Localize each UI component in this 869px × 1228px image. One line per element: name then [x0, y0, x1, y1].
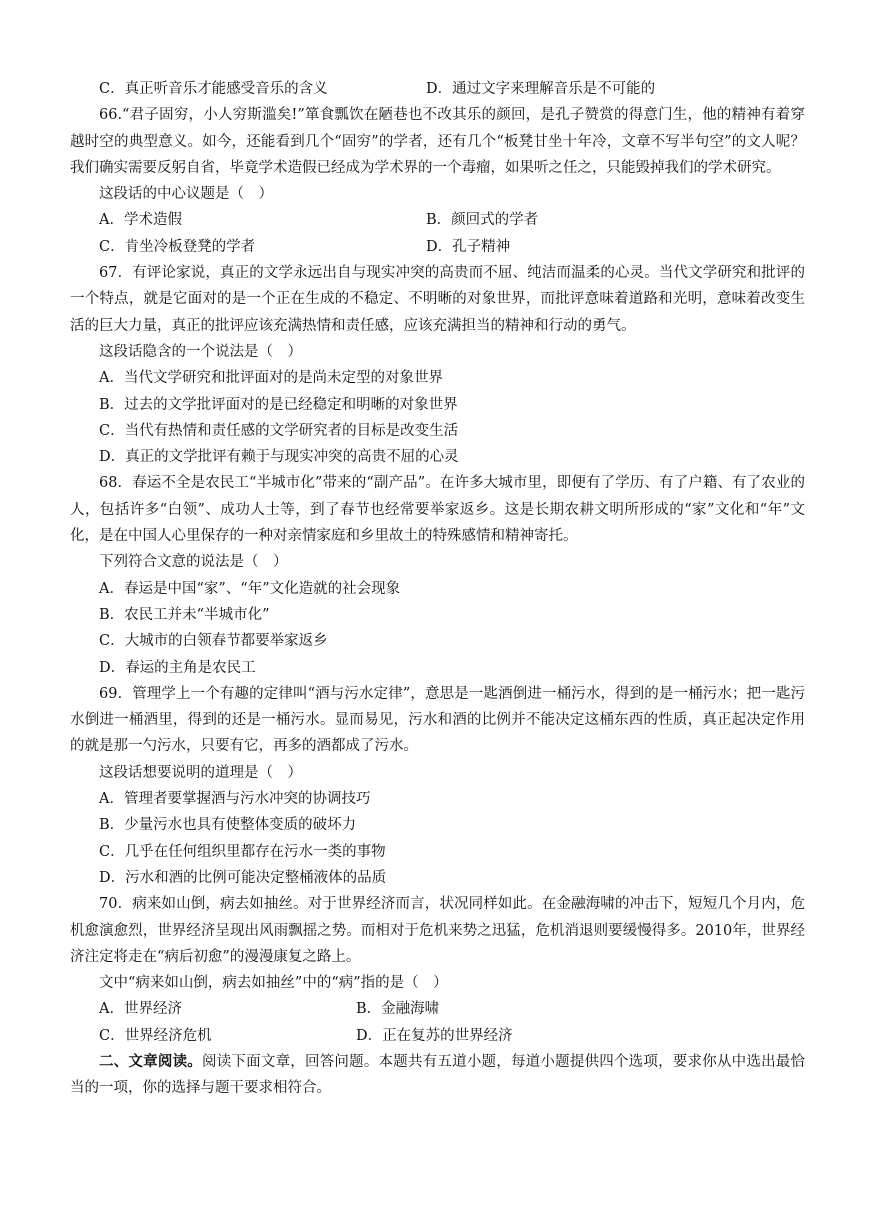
q68-option-d: D．春运的主角是农民工: [99, 659, 256, 676]
q66-option-c: C．肯坐冷板登凳的学者: [99, 238, 256, 255]
q67-option-a: A．当代文学研究和批评面对的是尚未定型的对象世界: [99, 370, 443, 387]
q68-option-c: C．大城市的白领春节都要举家返乡: [99, 633, 328, 650]
option-d: D．通过文字来理解音乐是不可能的: [426, 81, 656, 97]
option-c: C．真正听音乐才能感受音乐的含义: [99, 81, 328, 97]
q66-options-row-1: [70, 207, 805, 233]
q69-passage: 69．管理学上一个有趣的定律叫“酒与污水定律”，意思是一匙酒倒进一桶污水，得到的是一桶污水；把一匙污水倒进一桶酒里，得到的还是一桶污水。显而易见，污水和酒的比例并不能决定这桶东西的性质，真正起决定作用的就是那一勺污水，只要有它，再多的酒都成了污水。: [70, 685, 805, 755]
section2-heading: 二、文章阅读。: [99, 1052, 202, 1070]
q67-option-b: B．过去的文学批评面对的是已经稳定和明晰的对象世界: [99, 396, 458, 413]
q68-option-a: A．春运是中国“家”、“年”文化造就的社会现象: [99, 580, 401, 597]
q66-options-row-2: [70, 234, 805, 260]
q67-option-c: C．当代有热情和责任感的文学研究者的目标是改变生活: [99, 422, 459, 439]
q68-option-b: B．农民工并未“半城市化”: [99, 606, 270, 623]
q70-option-d: D．正在复苏的世界经济: [356, 1027, 513, 1044]
options-row-prev: [70, 76, 805, 102]
section2-intro: [70, 1049, 805, 1102]
q69-question: 这段话想要说明的道理是（ ）: [99, 764, 302, 781]
q70-passage: 70．病来如山倒，病去如抽丝。对于世界经济而言，状况同样如此。在金融海啸的冲击下，短短几个月内，危机愈演愈烈，世界经济呈现出风雨飘摇之势。而相对于危机来势之迅猛，危机消退则要缓慢得多。2010年，世界经济注定将走在“病后初愈”的漫漫康复之路上。: [70, 896, 805, 965]
q66-option-a: A．学术造假: [99, 212, 182, 229]
q70-options-row-2: [70, 1023, 805, 1049]
q70-options-row-1: [70, 996, 805, 1022]
q68-question: 下列符合文意的说法是（ ）: [99, 554, 288, 571]
q68-passage: 68．春运不全是农民工“半城市化”带来的“副产品”。在许多大城市里，即便有了学历、有了户籍、有了农业的人，包括许多“白领”、成功人士等，到了春节也经常要举家返乡。这是长期农耕文明所形成的“家”文化和“年”文化，是在中国人心里保存的一种对亲情家庭和乡里故土的特殊感情和精神寄托。: [70, 475, 805, 545]
q69-option-b: B．少量污水也具有使整体变质的破坏力: [99, 817, 357, 834]
q70-option-a: A．世界经济: [99, 1001, 182, 1018]
q66-option-d: D．孔子精神: [426, 238, 511, 255]
q67-question: 这段话隐含的一个说法是（ ）: [99, 343, 302, 360]
q67-option-d: D．真正的文学批评有赖于与现实冲突的高贵不屈的心灵: [99, 449, 459, 466]
document-page: [70, 76, 805, 1102]
q70-option-c: C．世界经济危机: [99, 1027, 212, 1044]
section2-text: 阅读下面文章，回答问题。本题共有五道小题，每道小题提供四个选项，要求你从中选出最恰当的一项，你的选择与题干要求相符合。: [70, 1053, 806, 1097]
q66-option-b: B．颜回式的学者: [426, 212, 539, 229]
q67-passage: 67．有评论家说，真正的文学永远出自与现实冲突的高贵而不屈、纯洁而温柔的心灵。当代文学研究和批评的一个特点，就是它面对的是一个正在生成的不稳定、不明晰的对象世界，而批评意味着道路和光明，意味着改变生活的巨大力量，真正的批评应该充满热情和责任感，应该充满担当的精神和行动的勇气。: [70, 265, 805, 334]
q70-option-b: B．金融海啸: [356, 1001, 440, 1018]
q69-option-a: A．管理者要掌握酒与污水冲突的协调技巧: [99, 791, 371, 808]
q70-question: 文中“病来如山倒，病去如抽丝”中的“病”指的是（ ）: [99, 975, 448, 992]
q69-option-d: D．污水和酒的比例可能决定整桶液体的品质: [99, 869, 387, 886]
q69-option-c: C．几乎在任何组织里都存在污水一类的事物: [99, 843, 386, 860]
q66-question: 这段话的中心议题是（ ）: [99, 186, 273, 203]
q66-passage: 66.“君子固穷，小人穷斯滥矣!”箪食瓢饮在陋巷也不改其乐的颜回，是孔子赞赏的得意门生，他的精神有着穿越时空的典型意义。如今，还能看到几个“固穷”的学者，还有几个“板凳甘坐十年冷，文章不写半句空”的文人呢？我们确实需要反躬自省，毕竟学术造假已经成为学术界的一个毒瘤，如果听之任之，只能毁掉我们的学术研究。: [70, 107, 805, 176]
